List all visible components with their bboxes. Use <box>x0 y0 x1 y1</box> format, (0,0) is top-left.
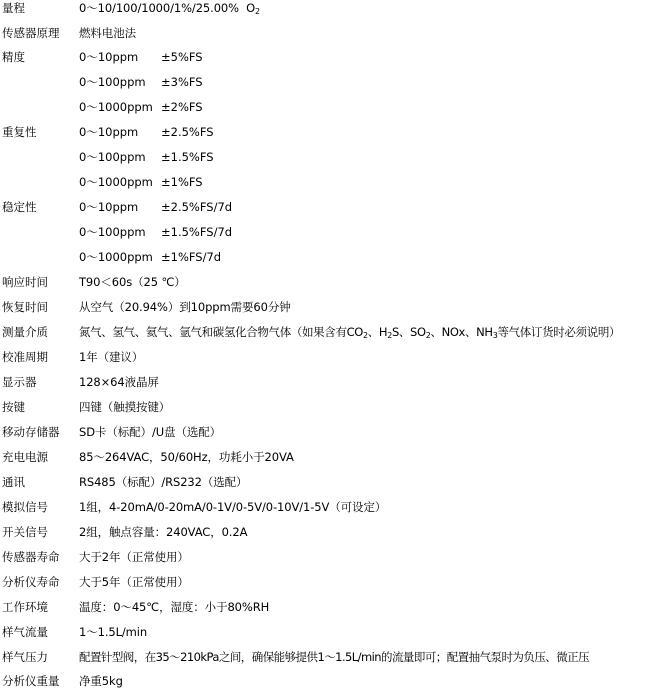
spec-range: 0～10ppm <box>79 50 139 64</box>
spec-value: 1～1.5L/min <box>79 625 148 639</box>
spec-value: 温度：0～45℃，湿度：小于80%RH <box>79 600 270 614</box>
spec-range: 0～100ppm <box>79 75 146 89</box>
spec-value: 配置针型阀，在35～210kPa之间，确保能够提供1～1.5L/min的流量即可；配置抽气泵时为负压、微正压 <box>79 650 590 664</box>
spec-value: 四键（触摸按键） <box>79 400 171 414</box>
spec-value: 85～264VAC，50/60Hz，功耗小于20VA <box>79 450 294 464</box>
spec-value: 氮气、氢气、氦气、氩气和碳氢化合物气体（如果含有$CO_2$、$H_2S$、$SO_2$、NOx、$NH_3$等气体订货时必须说明） <box>79 325 621 340</box>
spec-range: 0～100ppm <box>79 225 146 239</box>
spec-value: 大于2年（正常使用） <box>79 550 189 564</box>
spec-label: 模拟信号 <box>2 500 48 514</box>
range-value-text: 0～10/100/1000/1%/25.00% <box>79 1 239 15</box>
spec-label: 恢复时间 <box>2 300 48 314</box>
spec-label: 按键 <box>2 400 25 414</box>
spec-range: 0～1000ppm <box>79 175 153 189</box>
spec-value: 燃料电池法 <box>79 26 136 40</box>
spec-value: 大于5年（正常使用） <box>79 575 189 589</box>
spec-label: 传感器寿命 <box>2 550 60 564</box>
spec-value: 1年（建议） <box>79 350 144 364</box>
spec-label: 开关信号 <box>2 525 48 539</box>
spec-range: 0～10ppm <box>79 200 139 214</box>
spec-value: 128×64液晶屏 <box>79 375 159 389</box>
spec-range: 0～1000ppm <box>79 100 153 114</box>
spec-accuracy: ±1.5%FS <box>161 150 214 164</box>
spec-range: 0～100ppm <box>79 150 146 164</box>
spec-accuracy: ±2%FS <box>161 100 203 114</box>
spec-label: 测量介质 <box>2 325 48 339</box>
spec-label: 样气压力 <box>2 650 48 664</box>
spec-label: 显示器 <box>2 375 37 389</box>
spec-label: 工作环境 <box>2 600 48 614</box>
spec-accuracy: ±1.5%FS/7d <box>161 225 233 239</box>
spec-value: 2组，触点容量：240VAC，0.2A <box>79 525 248 539</box>
spec-label: 通讯 <box>2 475 25 489</box>
spec-label: 校准周期 <box>2 350 48 364</box>
spec-value: T90＜60s（25 ℃） <box>79 275 186 289</box>
spec-accuracy: ±1%FS <box>161 175 203 189</box>
spec-range: 0～10ppm <box>79 125 139 139</box>
spec-value: 净重5kg <box>79 674 123 688</box>
spec-accuracy: ±2.5%FS <box>161 125 214 139</box>
spec-accuracy: ±3%FS <box>161 75 203 89</box>
spec-label: 分析仪重量 <box>2 674 60 688</box>
spec-label: 重复性 <box>2 125 37 139</box>
spec-label: 量程 <box>2 1 25 15</box>
oxygen-subscript: 2 <box>255 7 261 16</box>
spec-label: 分析仪寿命 <box>2 575 60 589</box>
spec-label: 移动存储器 <box>2 425 60 439</box>
oxygen-symbol: O <box>246 1 256 15</box>
spec-accuracy: ±2.5%FS/7d <box>161 200 233 214</box>
spec-label: 传感器原理 <box>2 26 60 40</box>
spec-value: 1组，4-20mA/0-20mA/0-1V/0-5V/0-10V/1-5V（可设定） <box>79 500 387 514</box>
spec-value: 从空气（20.94%）到10ppm需要60分钟 <box>79 300 291 314</box>
spec-label: 响应时间 <box>2 275 48 289</box>
spec-range: 0～1000ppm <box>79 250 153 264</box>
spec-label: 样气流量 <box>2 625 48 639</box>
spec-value: SD卡（标配）/U盘（选配） <box>79 425 222 439</box>
spec-accuracy: ±5%FS <box>161 50 203 64</box>
spec-label: 充电电源 <box>2 450 48 464</box>
spec-label: 精度 <box>2 50 25 64</box>
spec-value: RS485（标配）/RS232（选配） <box>79 475 248 489</box>
spec-value <box>79 0 260 20</box>
spec-accuracy: ±1%FS/7d <box>161 250 222 264</box>
spec-label: 稳定性 <box>2 200 37 214</box>
